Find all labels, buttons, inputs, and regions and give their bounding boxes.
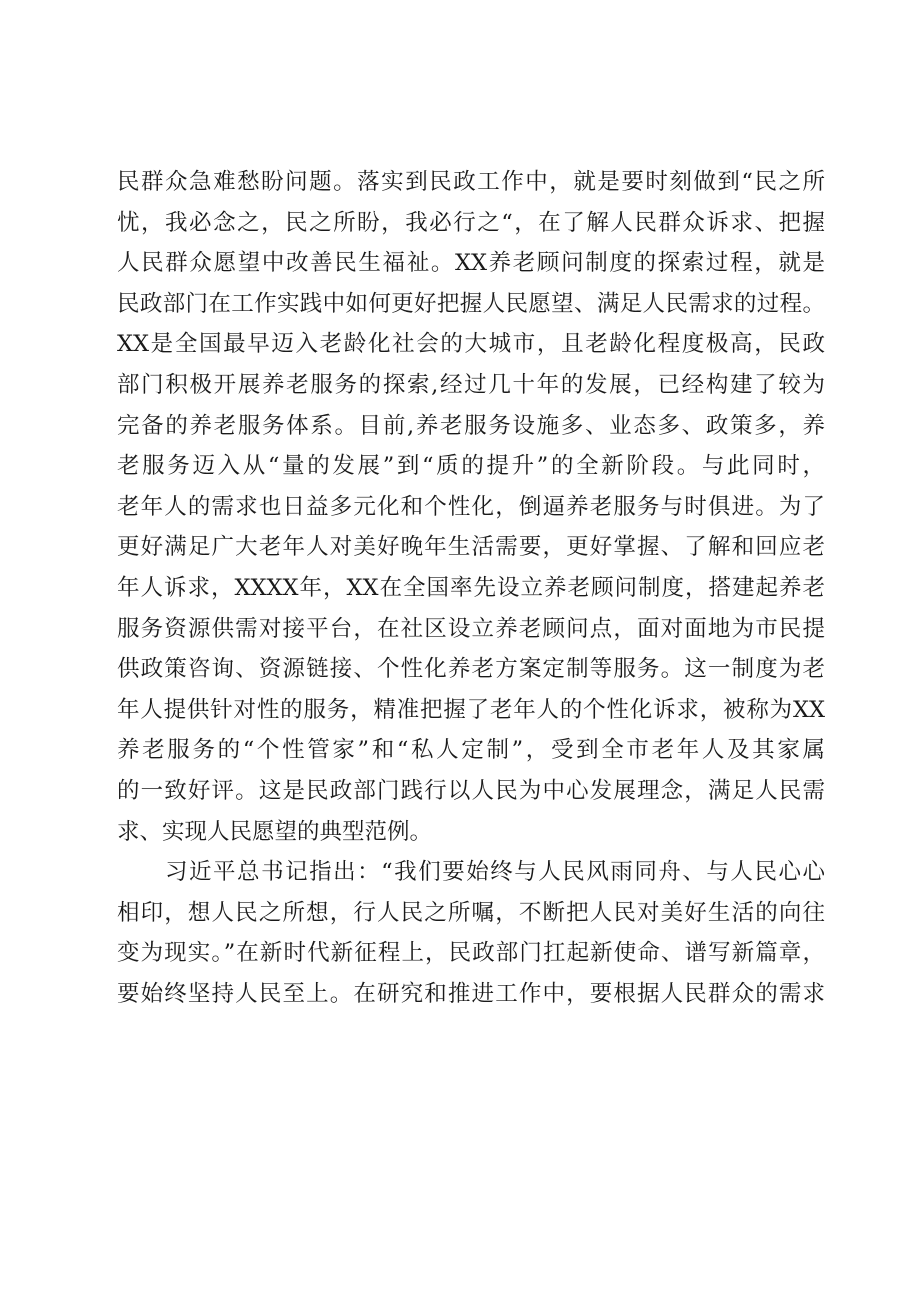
text-line: 年人提供针对性的服务，精准把握了老年人的个性化诉求，被称为XX <box>117 696 825 723</box>
text-line: 部门积极开展养老服务的探索,经过几十年的发展，已经构建了较为 <box>117 371 825 398</box>
paragraph-1 <box>117 162 825 852</box>
text-line: 要始终坚持人民至上。在研究和推进工作中，要根据人民群众的需求 <box>117 980 825 1007</box>
text-line: 习近平总书记指出：“我们要始终与人民风雨同舟、与人民心心 <box>165 859 825 886</box>
text-line: 老年人的需求也日益多元化和个性化，倒逼养老服务与时俱进。为了 <box>117 493 825 520</box>
text-line: 变为现实。”在新时代新征程上，民政部门扛起新使命、谱写新篇章， <box>117 940 825 967</box>
text-line: 老服务迈入从“量的发展”到“质的提升”的全新阶段。与此同时， <box>117 453 825 480</box>
text-line: 的一致好评。这是民政部门践行以人民为中心发展理念，满足人民需 <box>117 777 825 804</box>
document-body <box>117 162 825 1014</box>
text-line: 年人诉求，XXXX年，XX在全国率先设立养老顾问制度，搭建起养老 <box>117 574 825 601</box>
text-line: 供政策咨询、资源链接、个性化养老方案定制等服务。这一制度为老 <box>117 656 825 683</box>
text-line: 完备的养老服务体系。目前,养老服务设施多、业态多、政策多，养 <box>117 412 825 439</box>
text-line: 民群众急难愁盼问题。落实到民政工作中，就是要时刻做到“民之所 <box>117 169 825 195</box>
text-line: 更好满足广大老年人对美好晚年生活需要，更好掌握、了解和回应老 <box>117 534 825 561</box>
paragraph-2 <box>117 852 825 1014</box>
text-line: 人民群众愿望中改善民生福祉。XX养老顾问制度的探索过程，就是 <box>117 250 825 277</box>
text-line: 求、实现人民愿望的典型范例。 <box>117 818 433 845</box>
text-line: 相印，想人民之所想，行人民之所嘱，不断把人民对美好生活的向往 <box>117 899 825 926</box>
text-line: 忧，我必念之，民之所盼，我必行之“，在了解人民群众诉求、把握 <box>117 209 825 236</box>
text-line: XX是全国最早迈入老龄化社会的大城市，且老龄化程度极高，民政 <box>117 331 825 358</box>
text-line: 民政部门在工作实践中如何更好把握人民愿望、满足人民需求的过程。 <box>117 290 825 317</box>
text-line: 服务资源供需对接平台，在社区设立养老顾问点，面对面地为市民提 <box>117 615 825 642</box>
text-line: 养老服务的“个性管家”和“私人定制”，受到全市老年人及其家属 <box>117 737 825 764</box>
